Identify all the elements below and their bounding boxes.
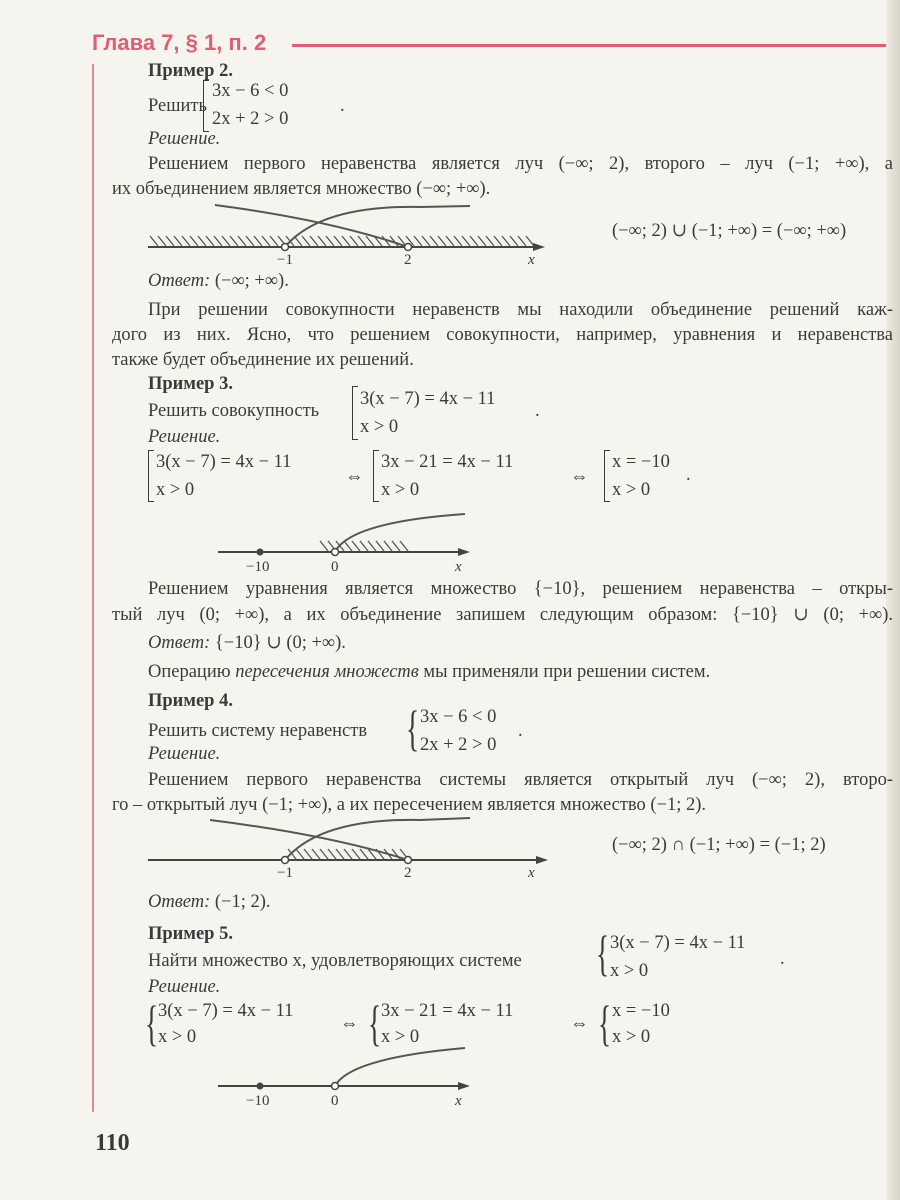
hatch-stroke — [262, 236, 270, 246]
hatch-stroke — [352, 541, 360, 551]
hatch-stroke — [438, 236, 446, 246]
number-line-ex3 — [218, 514, 470, 556]
chapter-header: Глава 7, § 1, п. 2 — [92, 30, 267, 55]
open-point — [332, 549, 339, 556]
system-line: x > 0 — [360, 417, 399, 437]
step-line: x = −10 — [612, 452, 670, 472]
solution-label: Решение. — [148, 427, 221, 447]
page-number: 110 — [95, 1130, 130, 1156]
axis-label: 0 — [331, 1093, 339, 1109]
solution-label: Решение. — [148, 977, 221, 997]
system-brace: { — [406, 700, 420, 756]
step-line: x > 0 — [381, 1027, 420, 1047]
hatch-stroke — [470, 236, 478, 246]
hatch-stroke — [318, 236, 326, 246]
hatching — [150, 236, 534, 246]
task-label: Найти множество x, удовлетворяющих системе — [148, 951, 522, 971]
open-point — [332, 1083, 339, 1090]
example-5-title: Пример 5. — [148, 924, 233, 944]
arrow-icon — [458, 548, 470, 556]
axis-label: −1 — [277, 865, 293, 881]
answer — [148, 272, 289, 291]
ray-arc — [335, 514, 465, 552]
step-line: 3(x − 7) = 4x − 11 — [156, 452, 292, 472]
answer — [148, 634, 346, 653]
filled-point — [257, 1083, 264, 1090]
intersection-formula: (−∞; 2) ∩ (−1; +∞) = (−1; 2) — [612, 835, 826, 855]
hatch-stroke — [334, 236, 342, 246]
hatch-stroke — [342, 236, 350, 246]
axis-label: x — [528, 865, 535, 881]
hatch-stroke — [230, 236, 238, 246]
system-brace: { — [598, 995, 612, 1051]
arrow-icon — [536, 856, 548, 864]
hatch-stroke — [214, 236, 222, 246]
equivalence-icon: ⇔ — [570, 1014, 589, 1034]
paragraph-line: также будет объединение их решений. — [112, 350, 414, 370]
set-bracket — [352, 386, 358, 440]
hatch-stroke — [304, 849, 312, 859]
system-brace: { — [596, 925, 610, 981]
answer-label: Ответ: — [148, 892, 211, 912]
equivalence-icon: ⇔ — [340, 1014, 359, 1034]
system-line: 3(x − 7) = 4x − 11 — [610, 933, 746, 953]
hatch-stroke — [360, 849, 368, 859]
hatch-stroke — [376, 541, 384, 551]
task-label: Решить — [148, 96, 207, 116]
ray-arc — [335, 1048, 465, 1086]
axis-label: 0 — [331, 559, 339, 575]
system-brace: { — [368, 995, 382, 1051]
hatch-stroke — [344, 849, 352, 859]
answer-value: (−1; 2). — [214, 892, 271, 912]
hatch-stroke — [150, 236, 158, 246]
paragraph-line: их объединением является множество (−∞; +∞). — [112, 179, 491, 199]
set-bracket — [604, 450, 610, 502]
hatch-stroke — [350, 236, 358, 246]
hatch-stroke — [360, 541, 368, 551]
emphasis: пересечения множеств — [235, 662, 419, 682]
ray-arc — [285, 818, 470, 860]
system-line: 3x − 6 < 0 — [420, 707, 497, 727]
axis-label: x — [455, 1093, 462, 1109]
hatch-stroke — [430, 236, 438, 246]
period: . — [340, 96, 345, 116]
hatch-stroke — [510, 236, 518, 246]
answer-value: (−∞; +∞). — [214, 271, 289, 291]
hatch-stroke — [320, 541, 328, 551]
hatch-stroke — [238, 236, 246, 246]
hatch-stroke — [302, 236, 310, 246]
hatch-stroke — [246, 236, 254, 246]
hatch-stroke — [344, 541, 352, 551]
hatch-stroke — [352, 849, 360, 859]
step-line: 3(x − 7) = 4x − 11 — [158, 1001, 294, 1021]
paragraph-line: Решением уравнения является множество {−10}, решением неравенства – откры- — [148, 579, 893, 599]
hatch-stroke — [158, 236, 166, 246]
axis-label: 2 — [404, 252, 412, 268]
hatch-stroke — [518, 236, 526, 246]
hatch-stroke — [190, 236, 198, 246]
equivalence-icon: ⇔ — [345, 467, 364, 487]
paragraph-line — [148, 663, 710, 682]
hatch-stroke — [328, 849, 336, 859]
hatch-stroke — [422, 236, 430, 246]
step-line: x > 0 — [156, 480, 195, 500]
hatch-stroke — [502, 236, 510, 246]
axis-label: −10 — [246, 559, 270, 575]
hatch-stroke — [384, 541, 392, 551]
hatch-stroke — [446, 236, 454, 246]
open-point — [405, 244, 412, 251]
set-bracket — [148, 450, 154, 502]
hatch-stroke — [494, 236, 502, 246]
task-label: Решить систему неравенств — [148, 721, 368, 741]
hatch-stroke — [254, 236, 262, 246]
hatch-stroke — [392, 541, 400, 551]
paragraph-line: Решением первого неравенства системы является открытый луч (−∞; 2), второ- — [148, 770, 893, 790]
period: . — [518, 721, 523, 741]
filled-point — [257, 549, 264, 556]
open-point — [282, 244, 289, 251]
hatch-stroke — [486, 236, 494, 246]
step-line: x = −10 — [612, 1001, 670, 1021]
paragraph-line: Решением первого неравенства является луч (−∞; 2), второго – луч (−1; +∞), а — [148, 154, 893, 174]
text: мы применяли при решении систем. — [418, 662, 711, 682]
set-bracket — [373, 450, 379, 502]
step-line: x > 0 — [381, 480, 420, 500]
hatch-stroke — [366, 236, 374, 246]
period: . — [686, 465, 691, 485]
answer-label: Ответ: — [148, 633, 211, 653]
solution-label: Решение. — [148, 129, 221, 149]
paragraph-line: дого из них. Ясно, что решением совокупности, например, уравнения и неравенства — [112, 325, 893, 345]
system-line: 3(x − 7) = 4x − 11 — [360, 389, 496, 409]
hatch-stroke — [320, 849, 328, 859]
answer-value: {−10} ∪ (0; +∞). — [214, 633, 346, 653]
number-line-intersection — [148, 818, 548, 864]
hatch-stroke — [326, 236, 334, 246]
hatch-stroke — [368, 541, 376, 551]
hatch-stroke — [478, 236, 486, 246]
system-line: 2x + 2 > 0 — [212, 109, 289, 129]
example-3-title: Пример 3. — [148, 374, 233, 394]
open-point — [282, 857, 289, 864]
hatch-stroke — [526, 236, 534, 246]
period: . — [780, 949, 785, 969]
number-line-ex5 — [218, 1048, 470, 1090]
hatch-stroke — [400, 541, 408, 551]
step-line: x > 0 — [158, 1027, 197, 1047]
answer-label: Ответ: — [148, 271, 211, 291]
step-line: x > 0 — [612, 480, 651, 500]
paragraph-line: При решении совокупности неравенств мы находили объединение решений каж- — [148, 300, 893, 320]
paragraph-line: го – открытый луч (−1; +∞), а их пересечением является множество (−1; 2). — [112, 795, 707, 815]
hatch-stroke — [206, 236, 214, 246]
hatch-stroke — [310, 236, 318, 246]
hatch-stroke — [312, 849, 320, 859]
hatch-stroke — [174, 236, 182, 246]
hatch-stroke — [166, 236, 174, 246]
hatch-stroke — [454, 236, 462, 246]
system-line: 3x − 6 < 0 — [212, 81, 289, 101]
arrow-icon — [533, 243, 545, 251]
number-line-union — [148, 205, 545, 251]
system-brace: { — [145, 995, 159, 1051]
axis-label: 2 — [404, 865, 412, 881]
hatch-stroke — [296, 849, 304, 859]
open-point — [405, 857, 412, 864]
system-line: x > 0 — [610, 961, 649, 981]
paragraph-line: тый луч (0; +∞), а их объединение запишем следующим образом: {−10} ∪ (0; +∞). — [112, 605, 893, 625]
answer — [148, 893, 271, 912]
equivalence-icon: ⇔ — [570, 467, 589, 487]
union-formula: (−∞; 2) ∪ (−1; +∞) = (−∞; +∞) — [612, 221, 847, 241]
axis-label: x — [455, 559, 462, 575]
hatch-stroke — [182, 236, 190, 246]
example-2-title: Пример 2. — [148, 61, 233, 81]
hatch-stroke — [462, 236, 470, 246]
hatch-stroke — [414, 236, 422, 246]
period: . — [535, 401, 540, 421]
arrow-icon — [458, 1082, 470, 1090]
step-line: x > 0 — [612, 1027, 651, 1047]
hatch-stroke — [270, 236, 278, 246]
step-line: 3x − 21 = 4x − 11 — [381, 452, 514, 472]
system-line: 2x + 2 > 0 — [420, 735, 497, 755]
hatch-stroke — [198, 236, 206, 246]
example-4-title: Пример 4. — [148, 691, 233, 711]
solution-label: Решение. — [148, 744, 221, 764]
axis-label: −1 — [277, 252, 293, 268]
axis-label: −10 — [246, 1093, 270, 1109]
axis-label: x — [528, 252, 535, 268]
task-label: Решить совокупность — [148, 401, 320, 421]
step-line: 3x − 21 = 4x − 11 — [381, 1001, 514, 1021]
hatch-stroke — [222, 236, 230, 246]
text: Операцию — [148, 662, 236, 682]
hatch-stroke — [336, 849, 344, 859]
hatch-stroke — [358, 236, 366, 246]
